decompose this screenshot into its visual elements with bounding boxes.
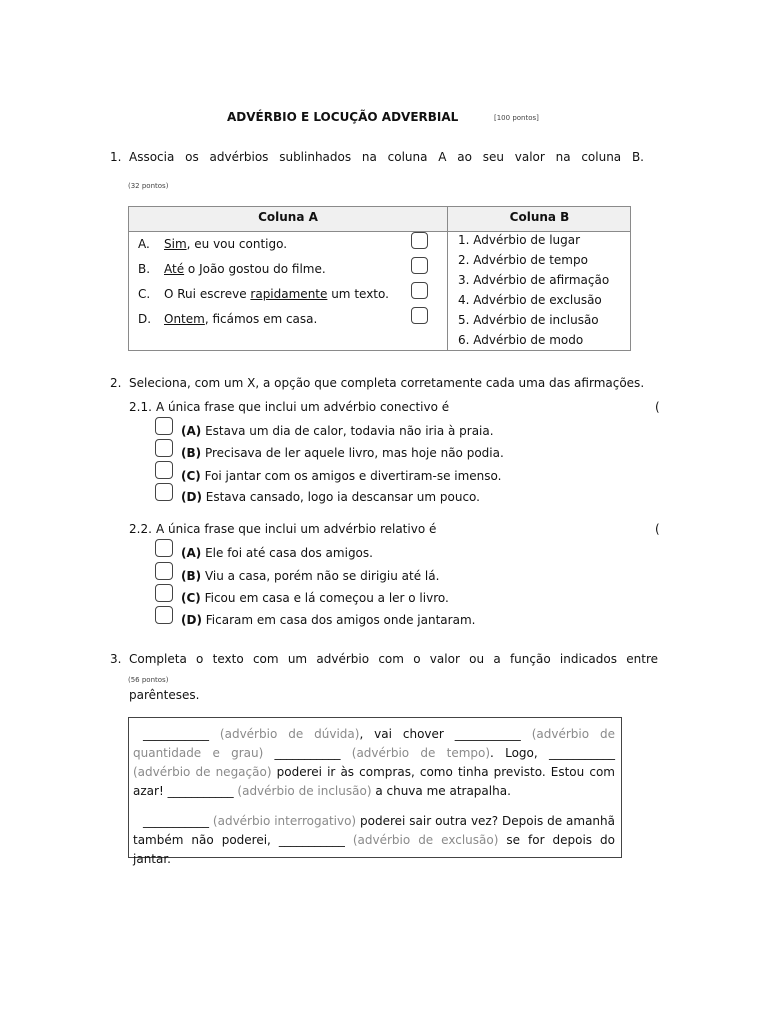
blank-line[interactable]: ___________ bbox=[143, 727, 209, 741]
col-b-item: 3. Advérbio de afirmação bbox=[458, 273, 610, 287]
q2-2-paren: ( bbox=[655, 522, 660, 536]
col-a-row: A. Sim, eu vou contigo. bbox=[138, 237, 288, 251]
option-2-1-b: (B) Precisava de ler aquele livro, mas hoje não podia. bbox=[181, 446, 504, 460]
option-2-2-b: (B) Viu a casa, porém não se dirigiu até lá. bbox=[181, 569, 440, 583]
option-2-1-d: (D) Estava cansado, logo ia descansar um pouco. bbox=[181, 490, 480, 504]
answer-checkbox-c[interactable] bbox=[411, 282, 428, 299]
q2-1-paren: ( bbox=[655, 400, 660, 414]
q1-points: (32 pontos) bbox=[128, 182, 169, 190]
col-b-item: 6. Advérbio de modo bbox=[458, 333, 584, 347]
q2-number: 2. bbox=[110, 376, 122, 390]
total-points: [100 pontos] bbox=[494, 114, 539, 122]
option-checkbox[interactable] bbox=[155, 461, 173, 479]
hint: (advérbio de dúvida) bbox=[219, 727, 360, 741]
blank-line[interactable]: ___________ bbox=[454, 727, 521, 741]
column-b-header: Coluna B bbox=[509, 210, 570, 224]
q2-1-text: A única frase que inclui um advérbio conectivo é bbox=[156, 400, 450, 414]
option-checkbox[interactable] bbox=[155, 439, 173, 457]
col-b-item: 5. Advérbio de inclusão bbox=[458, 313, 599, 327]
hint: (advérbio de negação) bbox=[133, 765, 272, 779]
option-2-2-c: (C) Ficou em casa e lá começou a ler o livro. bbox=[181, 591, 449, 605]
q3-points: (56 pontos) bbox=[128, 676, 169, 684]
hint: (advérbio de quantidade e grau) bbox=[133, 727, 615, 760]
option-2-2-d: (D) Ficaram em casa dos amigos onde jantaram. bbox=[181, 613, 476, 627]
fill-in-text-box bbox=[128, 717, 622, 866]
option-2-1-a: (A) Estava um dia de calor, todavia não iria à praia. bbox=[181, 424, 494, 438]
q2-text: Seleciona, com um X, a opção que completa corretamente cada uma das afirmações. bbox=[129, 376, 645, 390]
blank-line[interactable]: ___________ bbox=[274, 746, 341, 760]
hint: (advérbio de tempo) bbox=[351, 746, 491, 760]
option-checkbox[interactable] bbox=[155, 539, 173, 557]
option-checkbox[interactable] bbox=[155, 417, 173, 435]
col-b-item: 2. Advérbio de tempo bbox=[458, 253, 588, 267]
paragraph-2: ___________ (advérbio interrogativo) poderei sair outra vez? Depois de amanhã também não poderei, ___________ (advérbio de exclusão) se for depois do jantar. bbox=[133, 814, 615, 866]
blank-line[interactable]: ___________ bbox=[548, 746, 615, 760]
col-b-item: 4. Advérbio de exclusão bbox=[458, 293, 602, 307]
option-2-1-c: (C) Foi jantar com os amigos e divertiram-se imenso. bbox=[181, 469, 502, 483]
answer-checkbox-a[interactable] bbox=[411, 232, 428, 249]
option-checkbox[interactable] bbox=[155, 483, 173, 501]
col-a-row: D. Ontem, ficámos em casa. bbox=[138, 312, 318, 326]
q3-text-line2: parênteses. bbox=[129, 688, 200, 702]
q2-1-number: 2.1. bbox=[129, 400, 152, 414]
q1-number: 1. bbox=[110, 150, 122, 164]
column-divider bbox=[447, 207, 448, 350]
page-title: ADVÉRBIO E LOCUÇÃO ADVERBIAL bbox=[227, 110, 459, 124]
q2-2-number: 2.2. bbox=[129, 522, 152, 536]
col-b-item: 1. Advérbio de lugar bbox=[458, 233, 581, 247]
q2-2-text: A única frase que inclui um advérbio relativo é bbox=[156, 522, 437, 536]
option-checkbox[interactable] bbox=[155, 562, 173, 580]
hint: (advérbio de inclusão) bbox=[237, 784, 372, 798]
hint: (advérbio de exclusão) bbox=[352, 833, 499, 847]
q3-text-line1: Completa o texto com um advérbio com o valor ou a função indicados entre bbox=[129, 652, 658, 666]
answer-checkbox-d[interactable] bbox=[411, 307, 428, 324]
q1-text: Associa os advérbios sublinhados na coluna A ao seu valor na coluna B. bbox=[129, 150, 644, 164]
answer-checkbox-b[interactable] bbox=[411, 257, 428, 274]
q3-number: 3. bbox=[110, 652, 122, 666]
blank-line[interactable]: ___________ bbox=[167, 784, 234, 798]
col-a-row: C. O Rui escreve rapidamente um texto. bbox=[138, 287, 389, 301]
hint: (advérbio interrogativo) bbox=[212, 814, 357, 828]
column-a-header: Coluna A bbox=[258, 210, 318, 224]
option-checkbox[interactable] bbox=[155, 606, 173, 624]
blank-line[interactable]: ___________ bbox=[143, 814, 209, 828]
paragraph-1: ___________ (advérbio de dúvida), vai chover ___________ (advérbio de quantidade e grau) ___________ (advérbio de tempo). Logo, ___________ (advérbio de negação) poderei ir às compras, como tinha previsto. Estou com azar! ___________ (advérbio de inclusão) a chuva me atrapalha. bbox=[133, 727, 615, 798]
option-2-2-a: (A) Ele foi até casa dos amigos. bbox=[181, 546, 373, 560]
association-table bbox=[128, 206, 631, 351]
option-checkbox[interactable] bbox=[155, 584, 173, 602]
col-a-row: B. Até o João gostou do filme. bbox=[138, 262, 326, 276]
blank-line[interactable]: ___________ bbox=[278, 833, 345, 847]
